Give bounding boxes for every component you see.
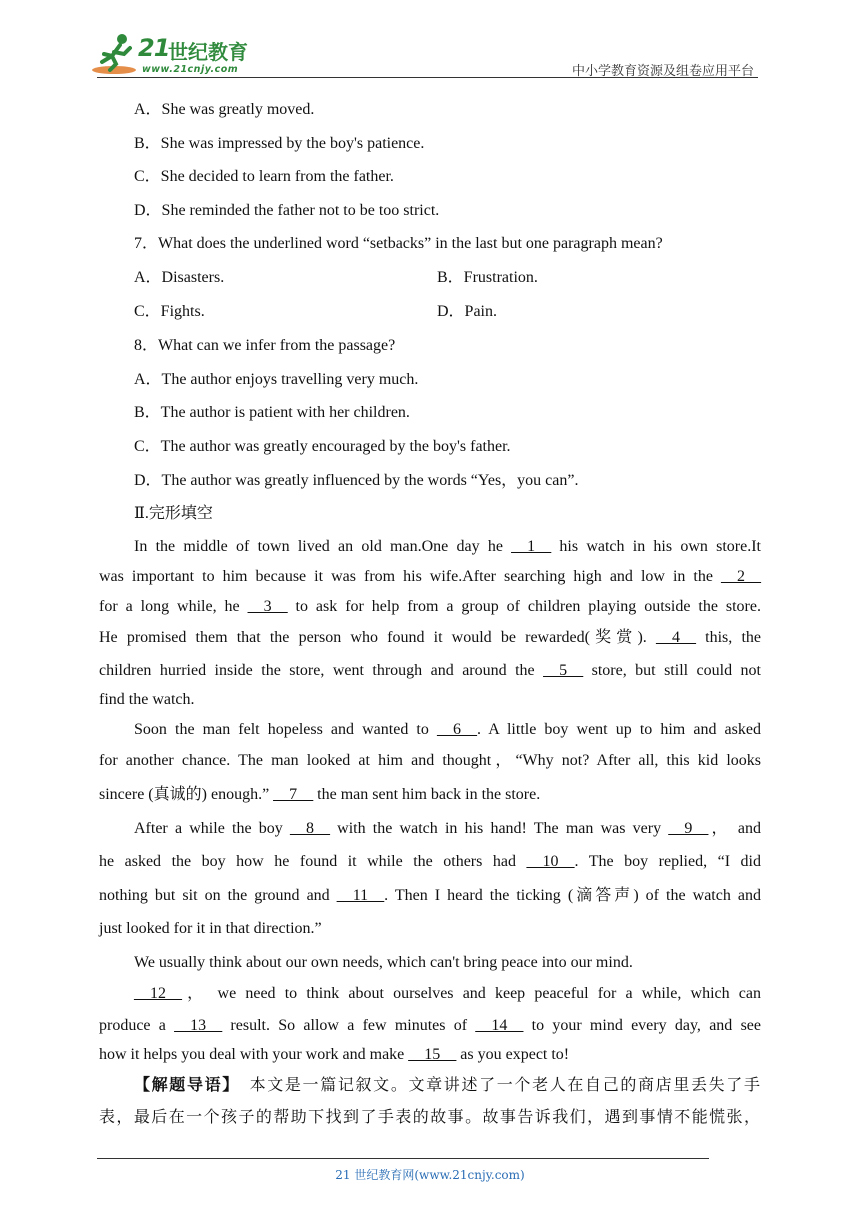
cloze-blank[interactable]: __2__ bbox=[721, 568, 761, 585]
cloze-blank[interactable]: __5__ bbox=[543, 662, 584, 679]
cloze-p5-line2: produce a __13__ result. So allow a few minutes of __14__ to your mind every day, and see bbox=[99, 1017, 761, 1034]
q7-option-c: C．Fights. bbox=[134, 303, 205, 320]
footer-divider bbox=[97, 1158, 709, 1159]
q7-question: 7．What does the underlined word “setbacks” in the last but one paragraph mean? bbox=[134, 235, 663, 252]
guide-line1 bbox=[134, 1074, 761, 1096]
cloze-blank[interactable]: __12__ bbox=[134, 985, 182, 1002]
q8-option-a: A．The author enjoys travelling very much. bbox=[134, 371, 419, 388]
cloze-p3-line4: just looked for it in that direction.” bbox=[99, 920, 322, 937]
cloze-blank[interactable]: __8__ bbox=[289, 820, 330, 837]
cloze-p5-line1: __12__， we need to think about ourselves and keep peaceful for a while, which can bbox=[134, 985, 761, 1002]
cloze-p1-line1: In the middle of town lived an old man.One day he __1__ his watch in his own store.It bbox=[134, 538, 761, 555]
logo-url: www.21cnjy.com bbox=[142, 64, 239, 75]
q6-option-a: A．She was greatly moved. bbox=[134, 101, 315, 118]
q8-option-c: C．The author was greatly encouraged by the boy's father. bbox=[134, 438, 511, 455]
q7-option-b: B．Frustration. bbox=[437, 269, 538, 286]
cloze-blank[interactable]: __14__ bbox=[475, 1017, 524, 1034]
section-title: Ⅱ.完形填空 bbox=[134, 505, 213, 522]
cloze-p5-line3: how it helps you deal with your work and make __15__ as you expect to! bbox=[99, 1046, 570, 1063]
header-divider bbox=[97, 77, 758, 78]
cloze-blank[interactable]: __3__ bbox=[247, 598, 288, 615]
q6-option-b: B．She was impressed by the boy's patience. bbox=[134, 135, 425, 152]
cloze-p2-line3: sincere (真诚的) enough.” __7__ the man sent him back in the store. bbox=[99, 786, 541, 803]
cloze-blank[interactable]: __13__ bbox=[174, 1017, 223, 1034]
cloze-p4-line1: We usually think about our own needs, which can't bring peace into our mind. bbox=[134, 954, 633, 971]
cloze-blank[interactable]: __15__ bbox=[408, 1046, 457, 1063]
q8-option-b: B．The author is patient with her children. bbox=[134, 404, 410, 421]
cloze-blank[interactable]: __9__ bbox=[668, 820, 709, 837]
q8-option-d: D．The author was greatly influenced by the words “Yes，you can”. bbox=[134, 472, 579, 489]
guide-label: 【解题导语】 bbox=[134, 1075, 232, 1094]
guide-line2: 表，最后在一个孩子的帮助下找到了手表的故事。故事告诉我们，遇到事情不能慌张， bbox=[99, 1107, 761, 1126]
q7-option-a: A．Disasters. bbox=[134, 269, 225, 286]
cloze-blank[interactable]: __10__ bbox=[526, 853, 575, 870]
cloze-blank[interactable]: __1__ bbox=[511, 538, 552, 555]
cloze-blank[interactable]: __4__ bbox=[655, 629, 696, 646]
cloze-blank[interactable]: __7__ bbox=[273, 786, 314, 803]
page-header bbox=[0, 0, 860, 80]
cloze-p1-line2: was important to him because it was from his wife.After searching high and low in the __2__ bbox=[99, 568, 761, 585]
cloze-blank[interactable]: __11__ bbox=[336, 887, 385, 904]
logo-text: 世纪教育 bbox=[168, 40, 248, 64]
q6-option-c: C．She decided to learn from the father. bbox=[134, 168, 394, 185]
cloze-p3-line1: After a while the boy __8__ with the watch in his hand! The man was very __9__， and bbox=[134, 820, 762, 837]
logo-number: 21 bbox=[138, 34, 170, 62]
cloze-p2-line2: for another chance. The man looked at him and thought，“Why not? After all, this kid looks bbox=[99, 752, 761, 769]
q7-option-d: D．Pain. bbox=[437, 303, 498, 320]
platform-title: 中小学教育资源及组卷应用平台 bbox=[571, 64, 754, 79]
cloze-p1-line6: find the watch. bbox=[99, 691, 195, 708]
cloze-p3-line2: he asked the boy how he found it while the others had __10__. The boy replied, “I did bbox=[99, 853, 762, 870]
q6-option-d: D．She reminded the father not to be too strict. bbox=[134, 202, 440, 219]
cloze-p1-line3: for a long while, he __3__ to ask for help from a group of children playing outside the store. bbox=[99, 598, 761, 615]
q8-question: 8．What can we infer from the passage? bbox=[134, 337, 396, 354]
guide-text-1: 本文是一篇记叙文。文章讲述了一个老人在自己的商店里丢失了手 bbox=[249, 1075, 761, 1094]
cloze-p2-line1: Soon the man felt hopeless and wanted to __6__. A little boy went up to him and asked bbox=[134, 721, 761, 738]
footer-link[interactable]: 21 世纪教育网(www.21cnjy.com) bbox=[335, 1168, 525, 1182]
cloze-blank[interactable]: __6__ bbox=[436, 721, 477, 738]
cloze-p1-line4: He promised them that the person who found it would be rewarded(奖赏). __4__ this, the bbox=[99, 629, 761, 646]
cloze-p1-line5: children hurried inside the store, went through and around the __5__ store, but still could not bbox=[99, 662, 762, 679]
runner-logo-icon bbox=[92, 32, 140, 76]
cloze-p3-line3: nothing but sit on the ground and __11__. Then I heard the ticking (滴答声) of the watch and bbox=[99, 887, 761, 904]
site-logo[interactable] bbox=[92, 32, 262, 78]
